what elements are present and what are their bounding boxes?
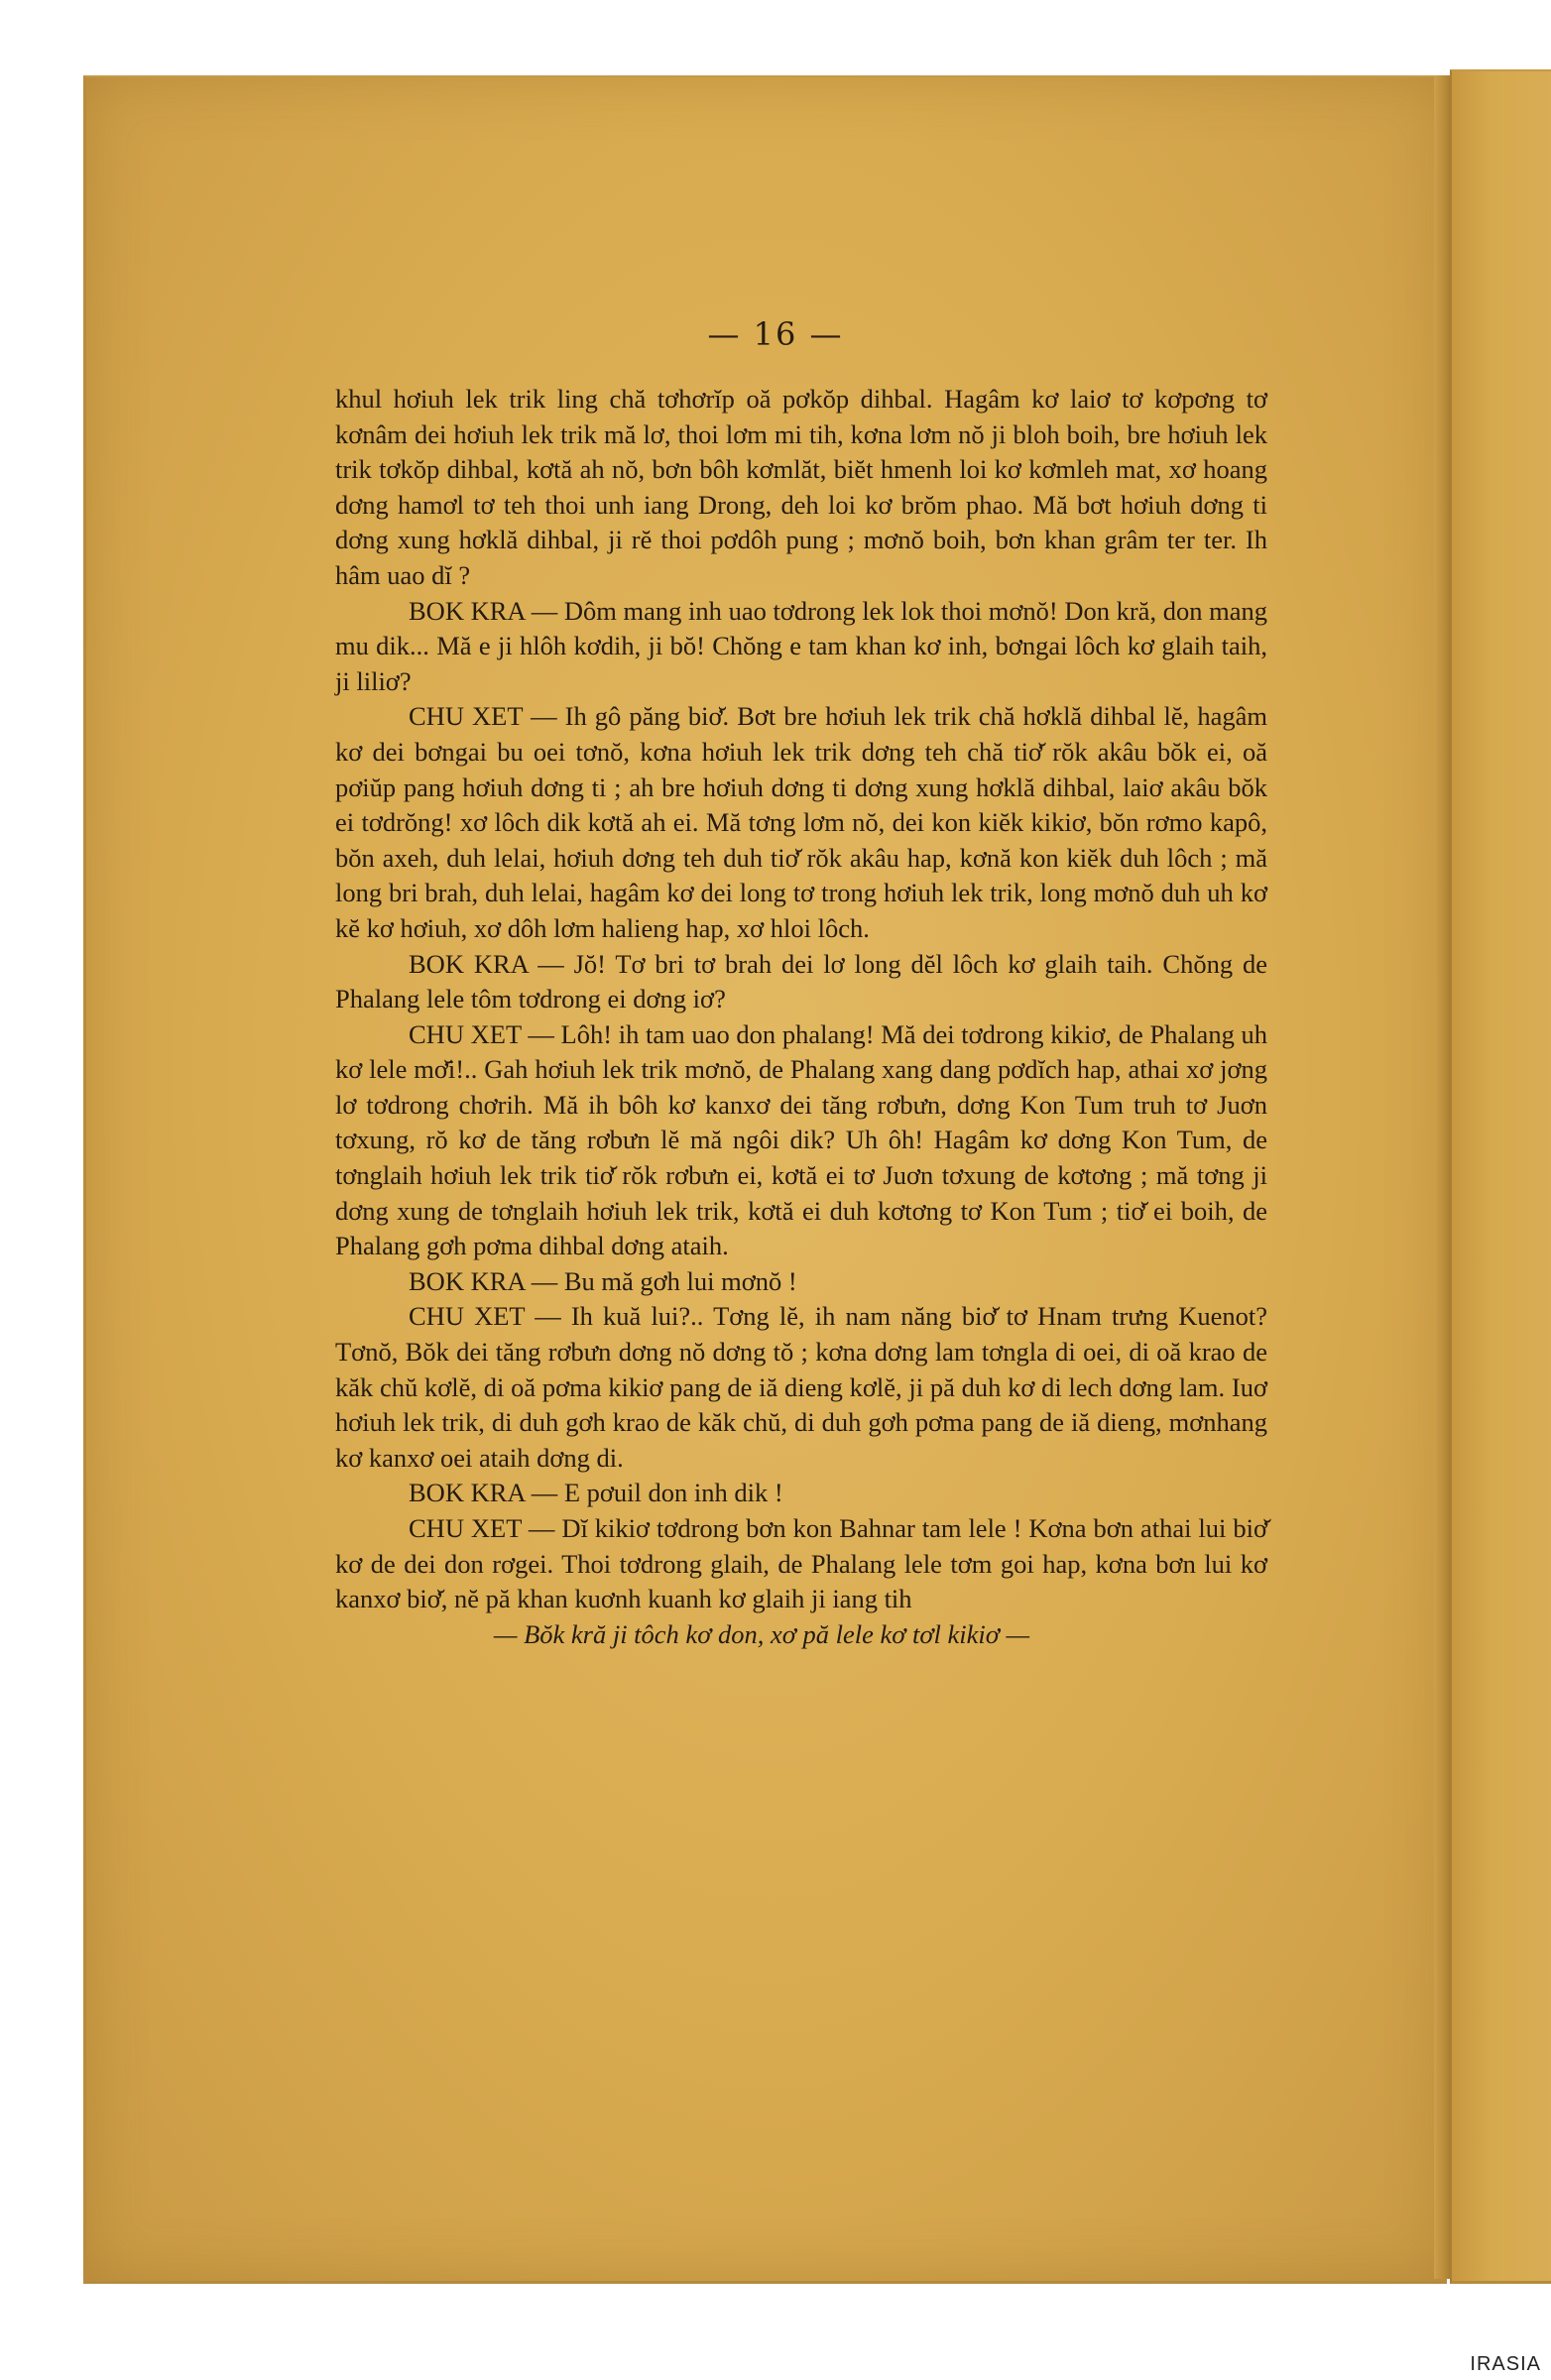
paragraph: CHU XET — Lôh! ih tam uao don phalang! Mă dei tơdrong kikiơ, de Phalang uh kơ lele mơ̆i!.. Gah hơiuh lek trik mơnŏ, de Phalang xang dang pơdĭch hap, athai xơ jơng lơ tơdrong chơrih. Mă ih bôh kơ kanxơ dei tăng rơbưn, dơng Kon Tum truh tơ Juơn tơxung, rŏ kơ de tăng rơbưn lĕ mă ngôi dik? Uh ôh! Hagâm kơ dơng Kon Tum, de tơnglaih hơiuh lek trik tiơ̆ rŏk rơbưn ei, kơtă ei tơ Juơn tơxung de kơtơng ; mă tơng ji dơng xung de tơnglaih hơiuh lek trik, kơtă ei duh kơtơng tơ Kon Tum ; tiơ̆ ei boih, de Phalang gơh pơma dihbal dơng ataih. (335, 1018, 1267, 1261)
watermark: IRASIA (1470, 2353, 1541, 2375)
paragraph: CHU XET — Ih gô păng biơ̆. Bơt bre hơiuh lek trik chă hơklă dihbal lĕ, hagâm kơ dei bơngai bu oei tơnŏ, kơna hơiuh lek trik dơng teh chă tiơ̆ rŏk akâu bŏk ei, oă pơiŭp pang hơiuh dơng ti ; ah bre hơiuh dơng ti dơng xung hơklă dihbal, laiơ akâu bŏk ei tơdrŏng! xơ lôch dik kơtă ah ei. Mă tơng lơm nŏ, dei kon kiĕk kikiơ, bŏn rơmo kapô, bŏn axeh, duh lelai, hơiuh dơng teh duh tiơ̆ rŏk akâu hap, kơnă kon kiĕk duh lôch ; mă long bri brah, duh lelai, hagâm kơ dei long tơ trong hơiuh lek trik, long mơnŏ duh uh kơ kĕ kơ hơiuh, xơ dôh lơm halieng hap, xơ hloi lôch. (335, 701, 1267, 943)
paragraph: CHU XET — Dĭ kikiơ tơdrong bơn kon Bahnar tam lele ! Kơna bơn athai lui biơ̆ kơ de dei don rơgei. Thoi tơdrong glaih, de Phalang lele tơm goi hap, kơna bơn lui kơ kanxơ biơ̆, nĕ pă khan kuơnh kuanh kơ glaih ji iang tih (335, 1513, 1267, 1614)
paragraph: BOK KRA — Jŏ! Tơ bri tơ brah dei lơ long dĕl lôch kơ glaih taih. Chŏng de Phalang lele tôm tơdrong ei dơng iơ? (335, 948, 1267, 1014)
paragraph: BOK KRA — E pơuil don inh dik ! (409, 1478, 783, 1508)
paragraph: CHU XET — Ih kuă lui?.. Tơng lĕ, ih nam năng biơ̆ tơ Hnam trưng Kuenot? Tơnŏ, Bŏk dei tăng rơbưn dơng nŏ dơng tŏ ; kơna dơng lam tơngla di oei, di oă krao de kăk chŭ kơlĕ, di oă pơma kikiơ pang de iă dieng kơlĕ, ji pă duh kơ di lech dơng lam. Iuơ hơiuh lek trik, di duh gơh krao de kăk chŭ, di duh gơh pơma pang de iă dieng, mơnhang kơ kanxơ oei ataih dơng di. (335, 1301, 1267, 1473)
body-text (335, 382, 1267, 1652)
paragraph: BOK KRA — Dôm mang inh uao tơdrong lek lok thoi mơnŏ! Don kră, don mang mu dik... Mă e ji hlôh kơdih, ji bŏ! Chŏng e tam khan kơ inh, bơngai lôch kơ glaih taih, ji liliơ? (335, 595, 1267, 696)
page-number: — 16 — (707, 315, 844, 353)
book-page-right-edge (1450, 69, 1551, 2284)
paragraph: khul hơiuh lek trik ling chă tơhơrĭp oă pơkŏp dihbal. Hagâm kơ laiơ tơ kơpơng tơ kơnâm dei hơiuh lek trik mă lơ, thoi lơm mi tih, kơna lơm nŏ ji bloh boih, bre hơiuh lek trik tơkŏp dihbal, kơtă ah nŏ, bơn bôh kơmlăt, biĕt hmenh loi kơ kơmleh mat, xơ hoang dơng hamơl tơ teh thoi unh iang Drong, deh loi kơ brŏm phao. Mă bơt hơiuh dơng ti dơng xung hơklă dihbal, ji rĕ thoi pơdôh pung ; mơnŏ boih, bơn khan grâm ter ter. Ih hâm uao dĭ ? (335, 384, 1267, 590)
closing-line: — Bŏk kră ji tôch kơ don, xơ pă lele kơ tơl kikiơ — (493, 1618, 1030, 1649)
paragraph: BOK KRA — Bu mă gơh lui mơnŏ ! (409, 1265, 797, 1296)
